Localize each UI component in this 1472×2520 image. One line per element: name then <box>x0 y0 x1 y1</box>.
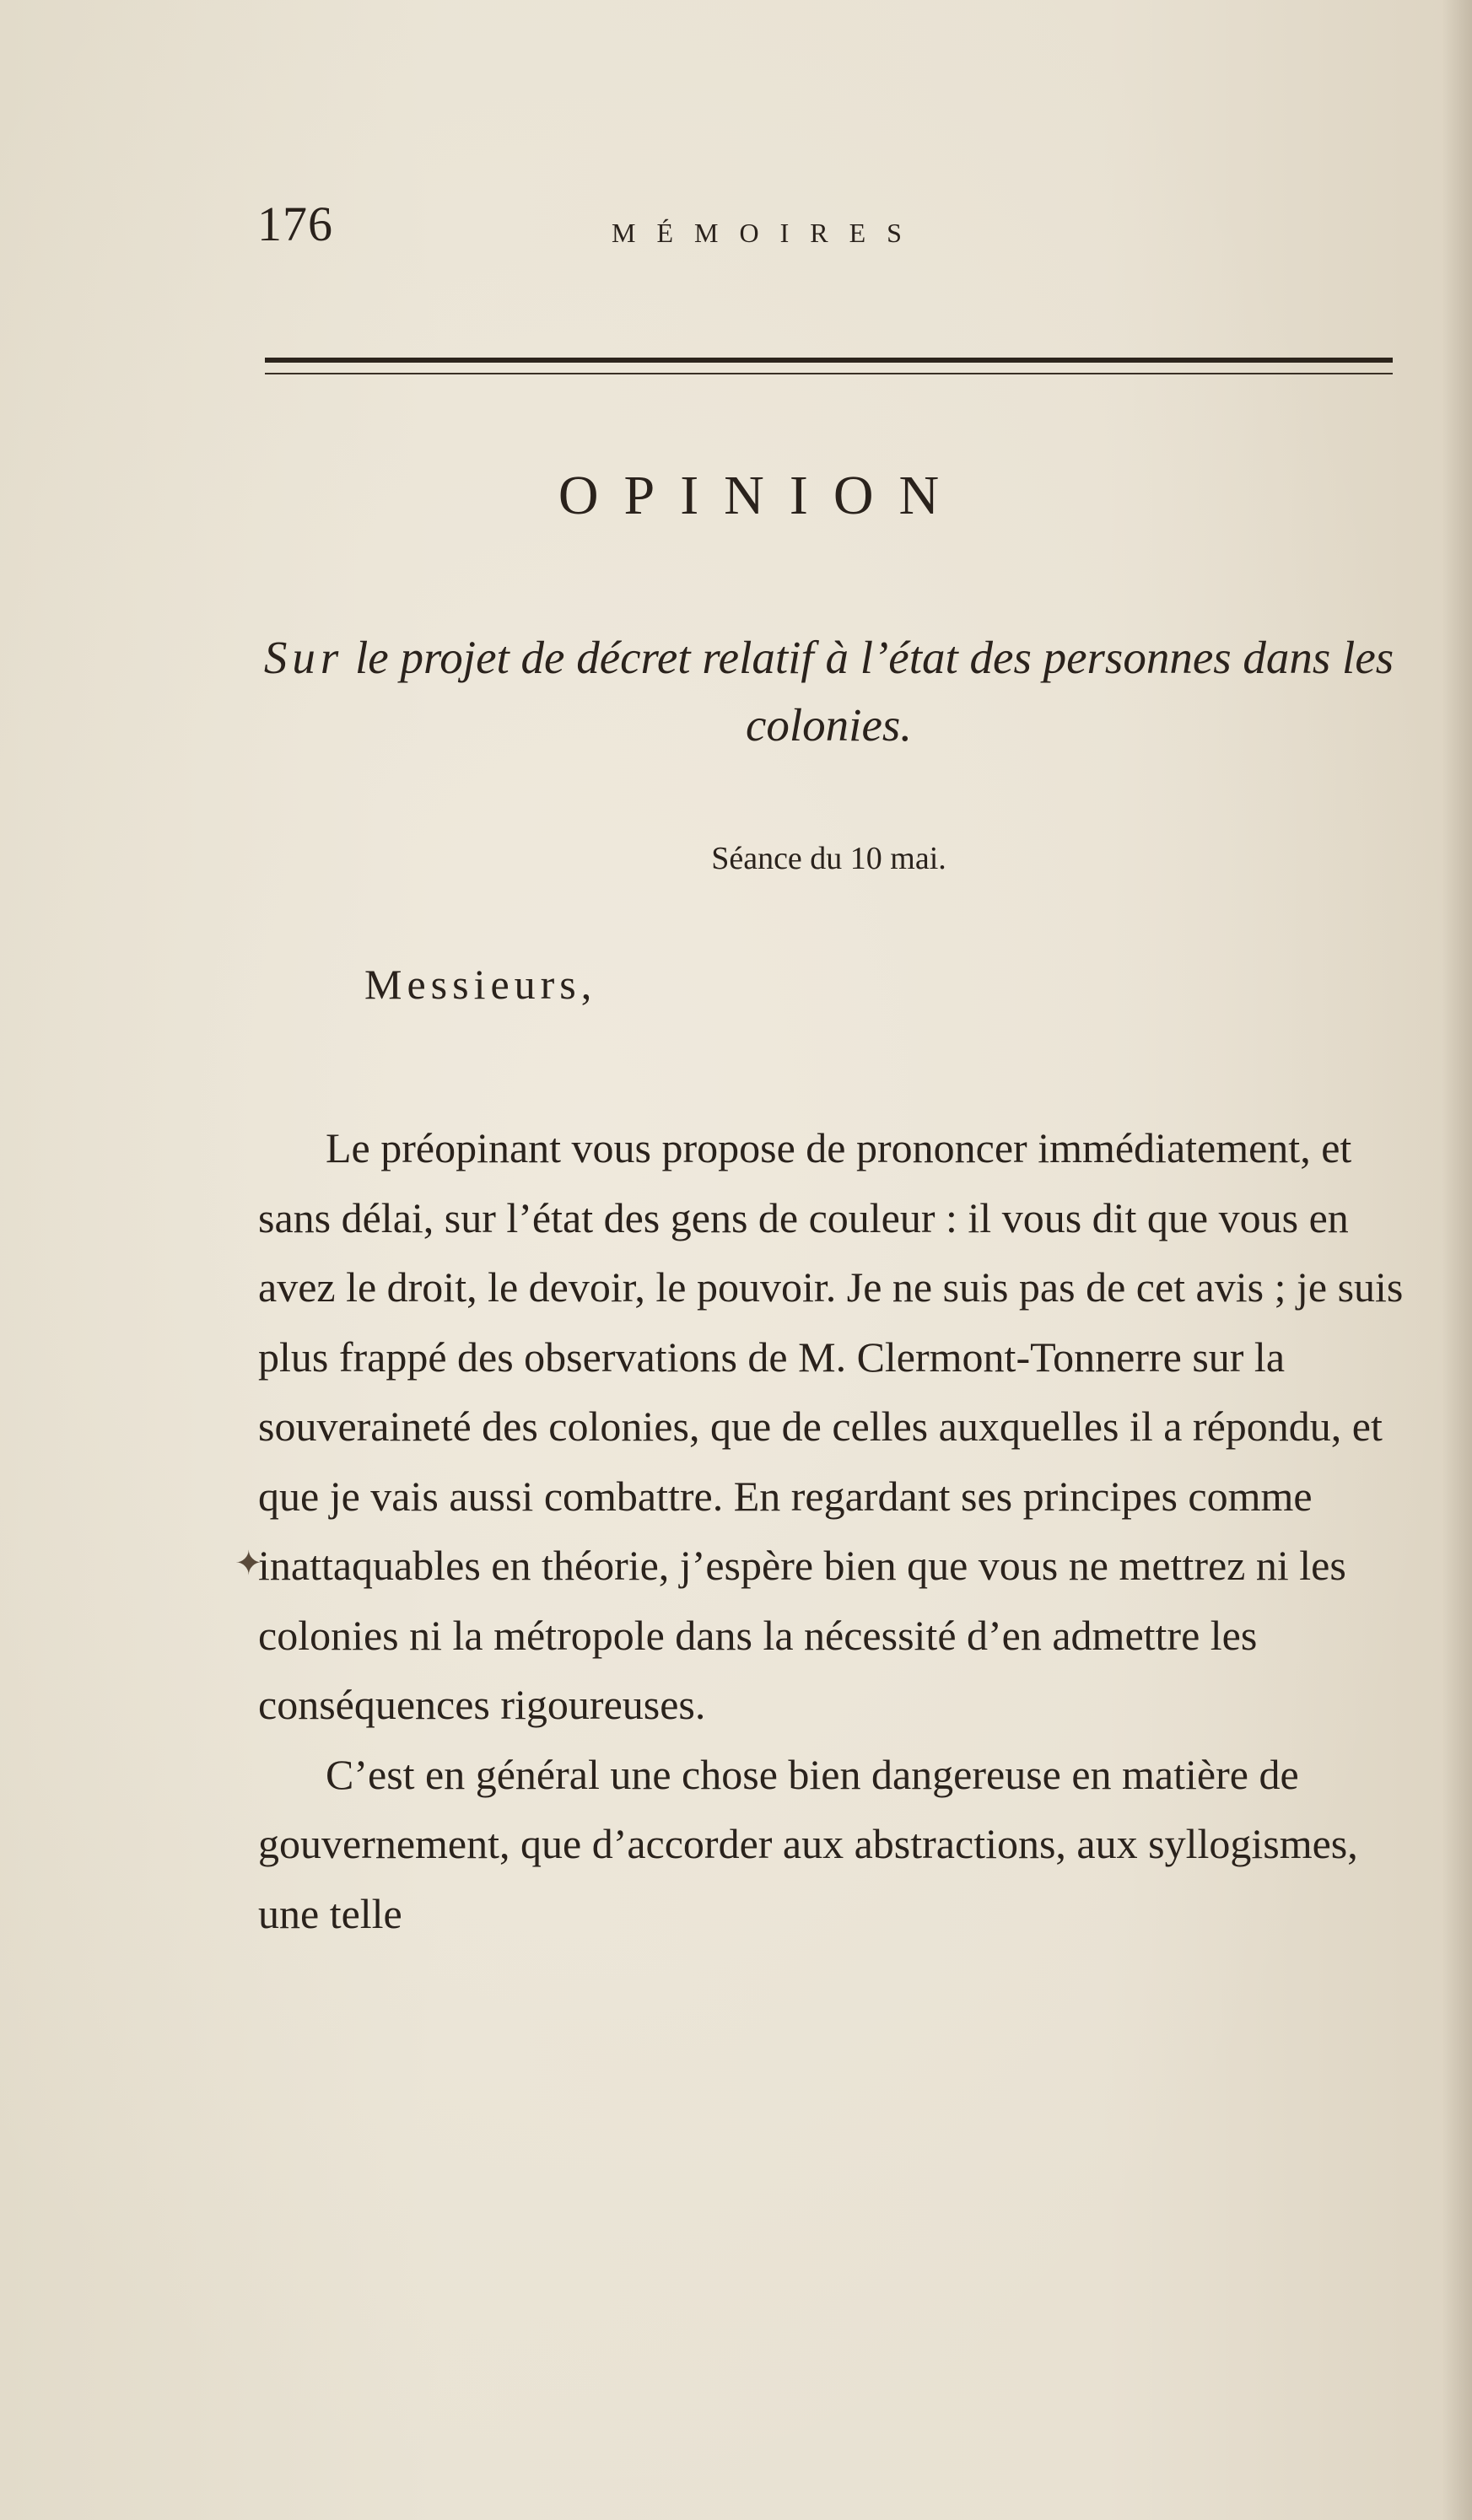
salutation: Messieurs, <box>364 961 597 1008</box>
subtitle-rest: le projet de décret relatif à l’état des personnes dans les colonies. <box>343 632 1394 751</box>
paragraph-1: Le préopinant vous propose de prononcer immédiatement, et sans délai, sur l’état des gens de couleur : il vous dit que vous en avez le droit, le devoir, le pouvoir. Je ne suis pas de cet avis ; je suis plus frappé des observations de M. Clermont-Tonnerre sur la souveraineté des colonies, que de celles auxquelles il a répondu, et que je vais aussi combattre. En regardant ses principes comme inattaquables en théorie, j’espère bien que vous ne mettrez ni les colonies ni la métropole dans la nécessité d’en admettre les conséquences rigoureuses. <box>258 1124 1404 1728</box>
page-gutter-shadow <box>1442 0 1472 2520</box>
chapter-subtitle <box>257 624 1400 759</box>
header-rule-thin <box>265 373 1393 374</box>
page-number: 176 <box>257 197 333 251</box>
session-date: Séance du 10 mai. <box>711 841 946 876</box>
running-head: MÉMOIRES <box>612 218 923 248</box>
paragraph-2: C’est en général une chose bien dangereuse en matière de gouvernement, que d’accorder aux abstractions, aux syllogismes, une telle <box>258 1750 1358 1937</box>
header-rule-thick <box>265 358 1393 363</box>
body-text <box>258 1113 1407 1948</box>
margin-annotation-mark: ✦ <box>235 1544 263 1582</box>
chapter-title: OPINION <box>558 465 965 526</box>
subtitle-lead: Sur <box>263 632 344 683</box>
